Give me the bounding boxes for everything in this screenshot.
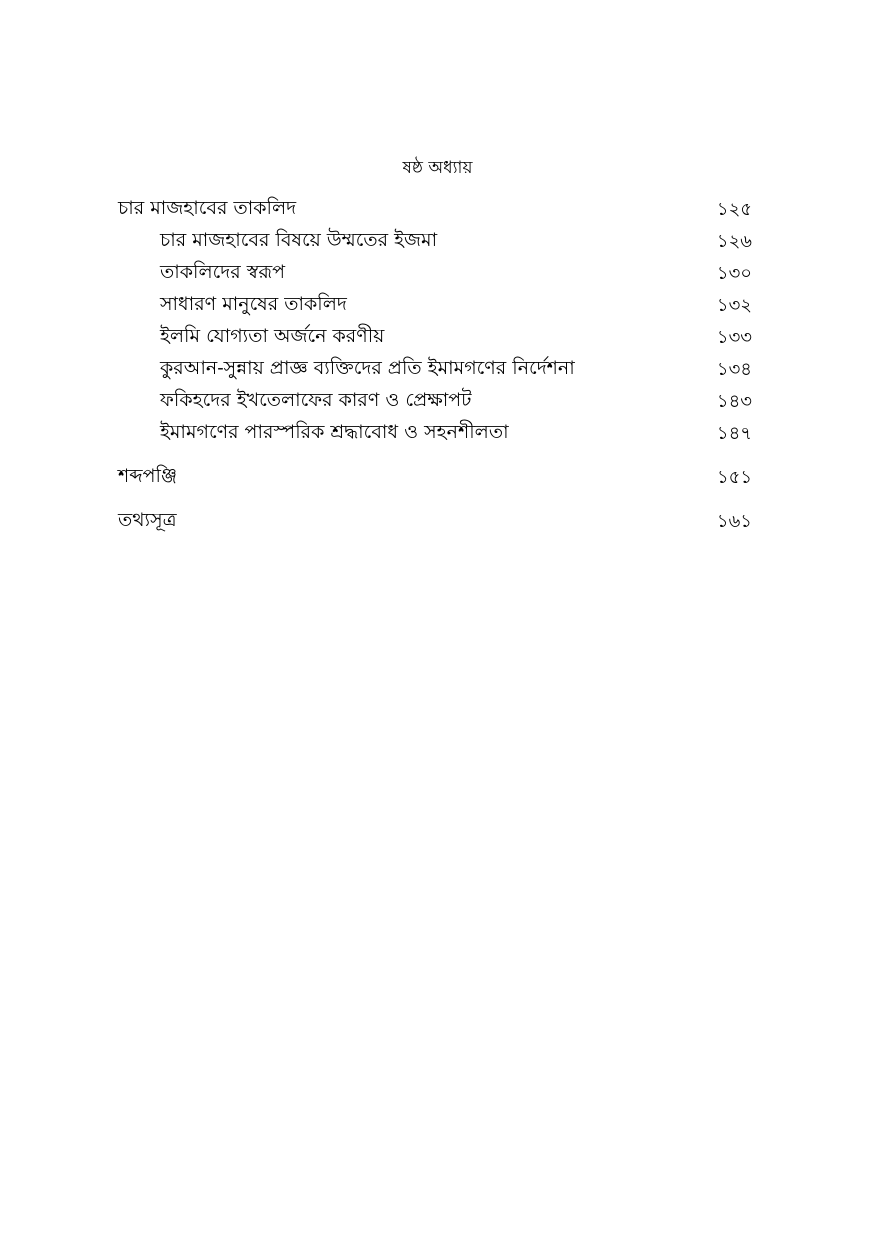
toc-entry-title: কুরআন-সুন্নায় প্রাজ্ঞ ব্যক্তিদের প্রতি ইমামগণের নির্দেশনা [160,357,575,379]
toc-entry-page: ১২৫ [716,198,752,220]
toc-entry-sub [118,418,752,450]
toc-entry-main [118,462,752,494]
toc-entry-main [118,194,752,226]
toc-entry-title: ইলমি যোগ্যতা অর্জনে করণীয় [160,325,385,347]
toc-entry-page: ১৬১ [716,510,752,532]
toc-entry-page: ১৩৩ [716,326,752,348]
toc-entry-title: চার মাজহাবের বিষয়ে উম্মতের ইজমা [160,229,438,251]
toc-entry-title: সাধারণ মানুষের তাকলিদ [160,293,347,315]
toc-entry-sub [118,322,752,354]
toc-entry-page: ১৫১ [716,466,752,488]
toc-entry-page: ১২৬ [716,230,752,252]
toc-entry-sub [118,226,752,258]
toc-entry-title: তথ্যসূত্র [118,509,177,531]
toc-entry-page: ১৩৪ [716,358,752,380]
toc-entry-main [118,506,752,538]
toc-entry-sub [118,386,752,418]
toc-entry-title: ইমামগণের পারস্পরিক শ্রদ্ধাবোধ ও সহনশীলতা [160,421,509,443]
toc-entry-sub [118,354,752,386]
toc-entry-sub [118,258,752,290]
toc-entry-title: চার মাজহাবের তাকলিদ [118,197,297,219]
table-of-contents [118,194,752,538]
toc-entry-page: ১৪৭ [716,422,752,444]
chapter-heading: ষষ্ঠ অধ্যায় [402,158,473,178]
toc-entry-page: ১৩২ [716,294,752,316]
toc-entry-title: ফকিহদের ইখতেলাফের কারণ ও প্রেক্ষাপট [160,389,472,411]
toc-entry-page: ১৩০ [716,262,752,284]
toc-entry-title: শব্দপঞ্জি [118,465,178,487]
toc-entry-title: তাকলিদের স্বরূপ [160,261,286,283]
toc-entry-page: ১৪৩ [716,390,752,412]
toc-entry-sub [118,290,752,322]
